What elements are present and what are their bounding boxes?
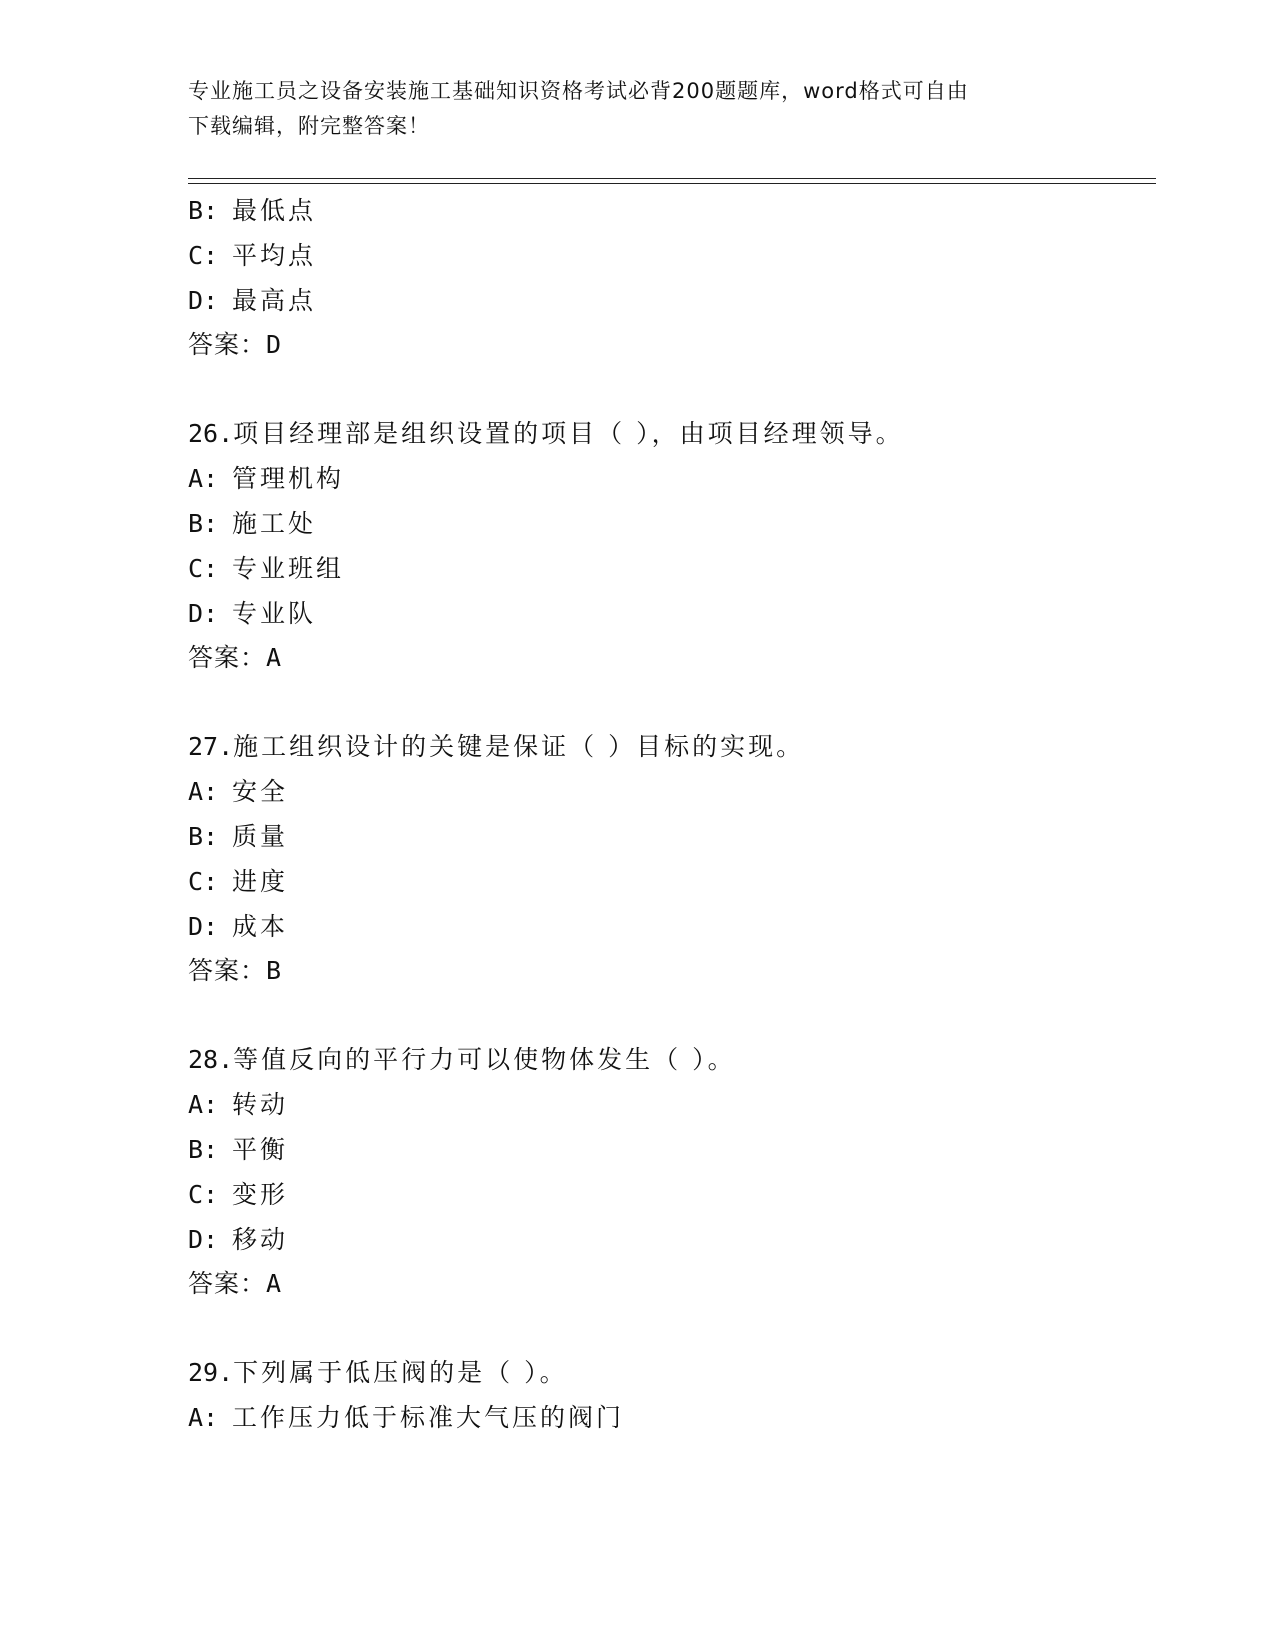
answer-value: D <box>266 330 283 359</box>
option-b <box>188 196 316 226</box>
document-header <box>188 74 1088 144</box>
answer-label: 答案： <box>188 956 267 985</box>
option-letter: D: <box>188 286 219 315</box>
option-text: 成本 <box>232 912 289 941</box>
question-text: 项目经理部是组织设置的项目（ ），由项目经理领导。 <box>233 419 904 448</box>
option-a <box>188 464 344 494</box>
option-a <box>188 1090 288 1120</box>
option-letter: B: <box>188 509 219 538</box>
option-letter: A: <box>188 1403 219 1432</box>
question-29 <box>188 1358 568 1388</box>
question-28 <box>188 1045 736 1075</box>
option-b <box>188 1135 288 1165</box>
option-text: 管理机构 <box>232 464 345 493</box>
option-a <box>188 1403 624 1433</box>
question-27 <box>188 732 804 762</box>
question-number: 29. <box>188 1358 234 1387</box>
option-text: 平均点 <box>232 241 317 270</box>
answer-line <box>188 956 282 986</box>
answer-label: 答案： <box>188 330 267 359</box>
option-c <box>188 867 288 897</box>
header-divider-top <box>188 178 1156 179</box>
option-letter: B: <box>188 1135 219 1164</box>
option-letter: D: <box>188 1225 219 1254</box>
question-number: 26. <box>188 419 234 448</box>
option-text: 最高点 <box>232 286 317 315</box>
option-c <box>188 1180 288 1210</box>
question-text: 下列属于低压阀的是（ ）。 <box>233 1358 568 1387</box>
option-letter: C: <box>188 554 219 583</box>
option-text: 施工处 <box>232 509 317 538</box>
answer-label: 答案： <box>188 643 267 672</box>
option-letter: C: <box>188 241 219 270</box>
option-text: 进度 <box>232 867 289 896</box>
question-number: 28. <box>188 1045 234 1074</box>
option-b <box>188 509 316 539</box>
question-26 <box>188 419 904 449</box>
option-d <box>188 1225 288 1255</box>
option-text: 专业班组 <box>232 554 345 583</box>
answer-line <box>188 1269 282 1299</box>
answer-value: A <box>266 643 283 672</box>
answer-value: A <box>266 1269 283 1298</box>
option-text: 专业队 <box>232 599 317 628</box>
option-letter: B: <box>188 196 219 225</box>
option-text: 工作压力低于标准大气压的阀门 <box>232 1403 625 1432</box>
option-text: 平衡 <box>232 1135 289 1164</box>
option-b <box>188 822 288 852</box>
option-text: 安全 <box>232 777 289 806</box>
option-text: 移动 <box>232 1225 289 1254</box>
option-letter: A: <box>188 1090 219 1119</box>
answer-label: 答案： <box>188 1269 267 1298</box>
option-letter: B: <box>188 822 219 851</box>
header-line-1: 专业施工员之设备安装施工基础知识资格考试必背200题题库，word格式可自由 <box>188 79 969 103</box>
option-letter: D: <box>188 599 219 628</box>
question-text: 等值反向的平行力可以使物体发生（ ）。 <box>233 1045 736 1074</box>
answer-value: B <box>266 956 283 985</box>
option-d <box>188 286 316 316</box>
option-text: 最低点 <box>232 196 317 225</box>
option-letter: A: <box>188 777 219 806</box>
header-divider-bottom <box>188 183 1156 184</box>
option-text: 质量 <box>232 822 289 851</box>
option-text: 转动 <box>232 1090 289 1119</box>
option-letter: D: <box>188 912 219 941</box>
option-letter: A: <box>188 464 219 493</box>
option-d <box>188 912 288 942</box>
option-c <box>188 554 344 584</box>
question-number: 27. <box>188 732 234 761</box>
option-text: 变形 <box>232 1180 289 1209</box>
option-letter: C: <box>188 867 219 896</box>
option-a <box>188 777 288 807</box>
question-text: 施工组织设计的关键是保证（ ）目标的实现。 <box>233 732 805 761</box>
header-line-2: 下载编辑，附完整答案！ <box>188 114 430 138</box>
option-letter: C: <box>188 1180 219 1209</box>
option-c <box>188 241 316 271</box>
answer-line <box>188 330 282 360</box>
option-d <box>188 599 316 629</box>
answer-line <box>188 643 282 673</box>
